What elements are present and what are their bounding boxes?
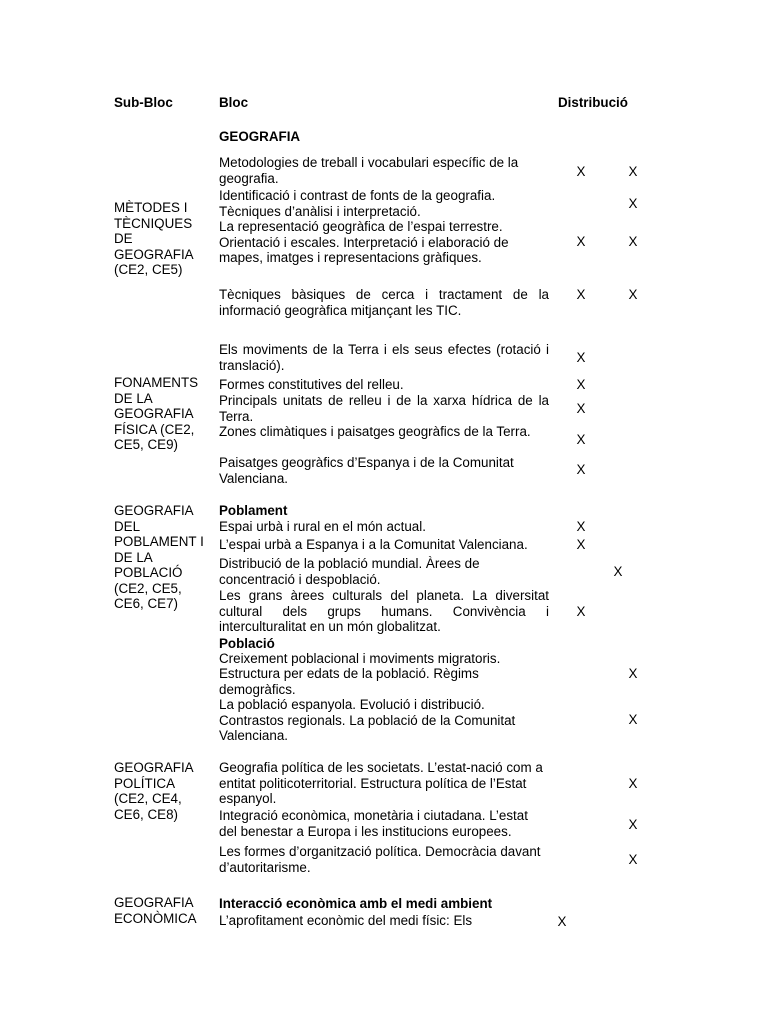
bloc-item: Tècniques bàsiques de cerca i tractament de la informació geogràfica mitjançant les TIC. <box>219 287 549 318</box>
distribution-mark: X <box>576 401 586 416</box>
distribution-mark: X <box>576 234 586 249</box>
bloc-item: Metodologies de treball i vocabulari específic de la geografia. <box>219 155 519 186</box>
bloc-item: La població espanyola. Evolució i distribució. Contrastos regionals. La població de la Comunitat Valenciana. <box>219 697 516 743</box>
bloc-item: Formes constitutives del relleu. <box>219 377 404 392</box>
distribution-mark: X <box>613 564 623 579</box>
distribution-mark: X <box>576 287 586 302</box>
distribution-mark: X <box>628 712 638 727</box>
bloc-item: Integració econòmica, monetària i ciutadana. L’estat del benestar a Europa i les institucions europees. <box>219 808 528 839</box>
bloc-item: Els moviments de la Terra i els seus efectes (rotació i translació). <box>219 342 549 373</box>
bloc-item: Espai urbà i rural en el món actual. <box>219 519 426 534</box>
bloc-item: Zones climàtiques i paisatges geogràfics de la Terra. <box>219 424 531 439</box>
distribution-mark: X <box>628 666 638 681</box>
subheading-poblacio: Població <box>219 636 275 651</box>
distribution-mark: X <box>628 234 638 249</box>
bloc-item: Les formes d’organització política. Democràcia davant d’autoritarisme. <box>219 844 541 875</box>
sub-bloc-label: MÈTODES I TÈCNIQUES DE GEOGRAFIA (CE2, CE5) <box>114 200 194 277</box>
distribution-mark: X <box>576 537 586 552</box>
distribution-mark: X <box>557 914 567 929</box>
bloc-item: Creixement poblacional i moviments migratoris. <box>219 651 501 666</box>
bloc-item: Les grans àrees culturals del planeta. La diversitat cultural dels grups humans. Convivència i interculturalitat en un món globalitzat. <box>219 588 549 634</box>
bloc-item: Distribució de la població mundial. Àrees de concentració i despoblació. <box>219 556 480 587</box>
sub-bloc-label: FONAMENTS DE LA GEOGRAFIA FÍSICA (CE2, CE5, CE9) <box>114 375 199 452</box>
distribution-mark: X <box>628 196 638 211</box>
section-title: GEOGRAFIA <box>219 129 301 144</box>
distribution-mark: X <box>628 776 638 791</box>
bloc-item: L’espai urbà a Espanya i a la Comunitat Valenciana. <box>219 537 528 552</box>
header-sub-bloc: Sub-Bloc <box>114 95 173 110</box>
distribution-mark: X <box>576 350 586 365</box>
distribution-mark: X <box>576 604 586 619</box>
distribution-mark: X <box>576 519 586 534</box>
header-bloc: Bloc <box>219 95 249 110</box>
distribution-mark: X <box>628 287 638 302</box>
bloc-item: L’aprofitament econòmic del medi físic: Els <box>219 913 473 928</box>
distribution-mark: X <box>576 377 586 392</box>
distribution-mark: X <box>576 432 586 447</box>
bloc-item: Paisatges geogràfics d’Espanya i de la Comunitat Valenciana. <box>219 455 514 486</box>
subheading-poblament: Poblament <box>219 503 288 518</box>
bloc-item: La representació geogràfica de l’espai terrestre. Orientació i escales. Interpretació i elaboració de mapes, imatges i representacions gràfiques. <box>219 219 509 265</box>
subheading-interaccio: Interacció econòmica amb el medi ambient <box>219 896 493 911</box>
sub-bloc-label: GEOGRAFIA DEL POBLAMENT I DE LA POBLACIÓ (CE2, CE5, CE6, CE7) <box>114 503 204 611</box>
bloc-item: Estructura per edats de la població. Règims demogràfics. <box>219 666 479 697</box>
sub-bloc-label: GEOGRAFIA POLÍTICA (CE2, CE4, CE6, CE8) <box>114 760 194 822</box>
distribution-mark: X <box>628 817 638 832</box>
distribution-mark: X <box>628 164 638 179</box>
distribution-mark: X <box>576 462 586 477</box>
bloc-item: Identificació i contrast de fonts de la geografia. Tècniques d’anàlisi i interpretació. <box>219 188 496 219</box>
distribution-mark: X <box>628 852 638 867</box>
distribution-mark: X <box>576 164 586 179</box>
bloc-item: Geografia política de les societats. L’estat-nació com a entitat politicoterritorial. Estructura política de l’Estat espanyol. <box>219 760 543 806</box>
header-distribucio: Distribució <box>558 95 628 110</box>
bloc-item: Principals unitats de relleu i de la xarxa hídrica de la Terra. <box>219 393 549 424</box>
sub-bloc-label: GEOGRAFIA ECONÒMICA <box>114 895 197 926</box>
